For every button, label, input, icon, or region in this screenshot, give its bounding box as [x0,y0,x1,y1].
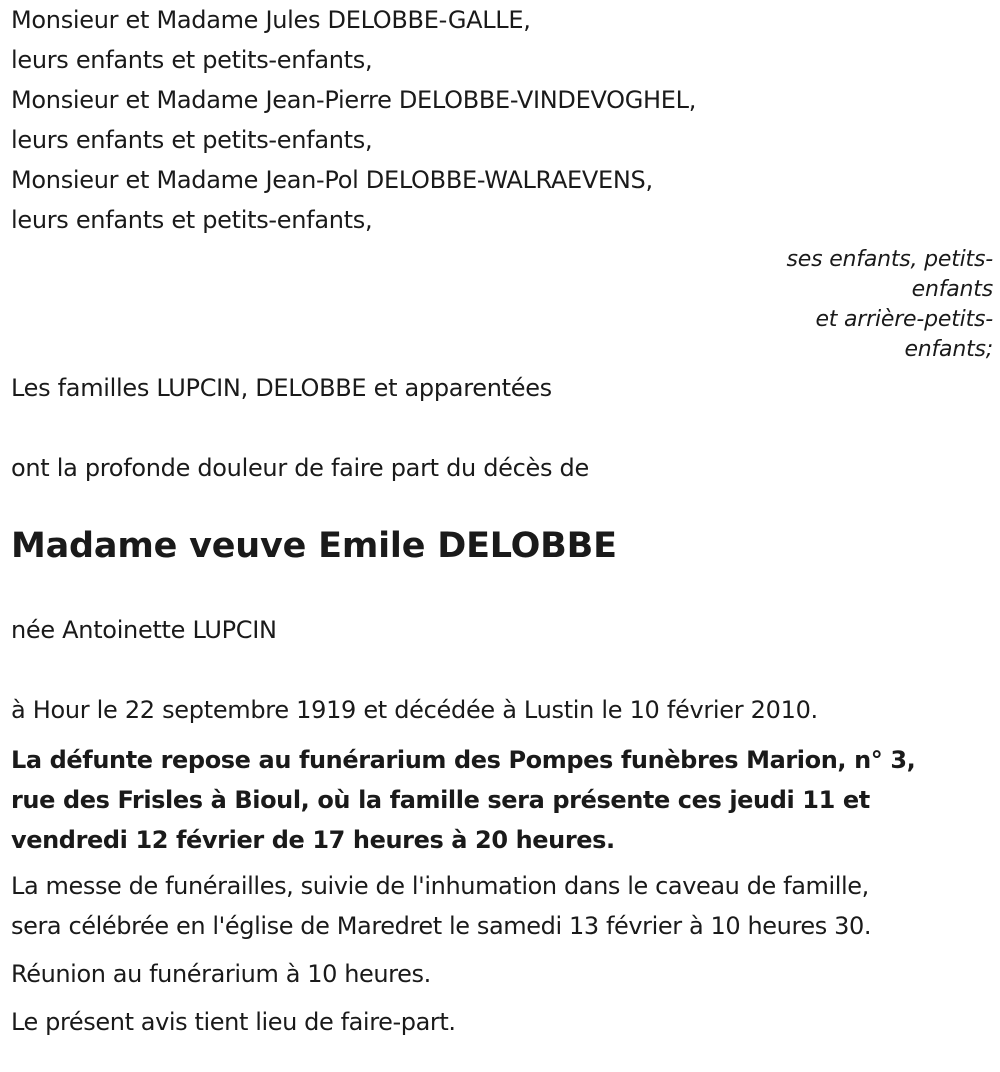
obituary-notice [11,0,993,1042]
mass-paragraph [11,866,993,946]
descendants-line: enfants; [904,337,993,362]
descendants-line: et arrière-petits- [815,307,993,332]
funeral-home-line: vendredi 12 février de 17 heures à 20 heures. [11,826,615,854]
mass-line: sera célébrée en l'église de Maredret le samedi 13 février à 10 heures 30. [11,912,872,940]
family-line: Monsieur et Madame Jean-Pol DELOBBE-WALRAEVENS, [11,166,653,194]
funeral-home-line: La défunte repose au funérarium des Pompes funèbres Marion, n° 3, [11,746,916,774]
family-line: leurs enfants et petits-enfants, [11,206,373,234]
family-line: Monsieur et Madame Jules DELOBBE-GALLE, [11,6,531,34]
announcement-line: ont la profonde douleur de faire part du décès de [11,454,589,482]
funeral-home-paragraph [11,740,993,860]
family-line: leurs enfants et petits-enfants, [11,126,373,154]
meeting-line: Réunion au funérarium à 10 heures. [11,960,431,988]
descendants-line: enfants [911,277,993,302]
family-list [11,0,993,240]
family-line: Monsieur et Madame Jean-Pierre DELOBBE-VINDEVOGHEL, [11,86,697,114]
maiden-name: née Antoinette LUPCIN [11,616,277,644]
notice-line: Le présent avis tient lieu de faire-part. [11,1008,456,1036]
families-line: Les familles LUPCIN, DELOBBE et apparentées [11,374,552,402]
funeral-home-line: rue des Frisles à Bioul, où la famille sera présente ces jeudi 11 et [11,786,870,814]
family-line: leurs enfants et petits-enfants, [11,46,373,74]
mass-line: La messe de funérailles, suivie de l'inhumation dans le caveau de famille, [11,872,869,900]
birth-death-line: à Hour le 22 septembre 1919 et décédée à Lustin le 10 février 2010. [11,696,818,724]
descendants-line: ses enfants, petits- [786,247,993,272]
deceased-name: Madame veuve Emile DELOBBE [11,526,617,566]
descendants-block [11,242,993,362]
